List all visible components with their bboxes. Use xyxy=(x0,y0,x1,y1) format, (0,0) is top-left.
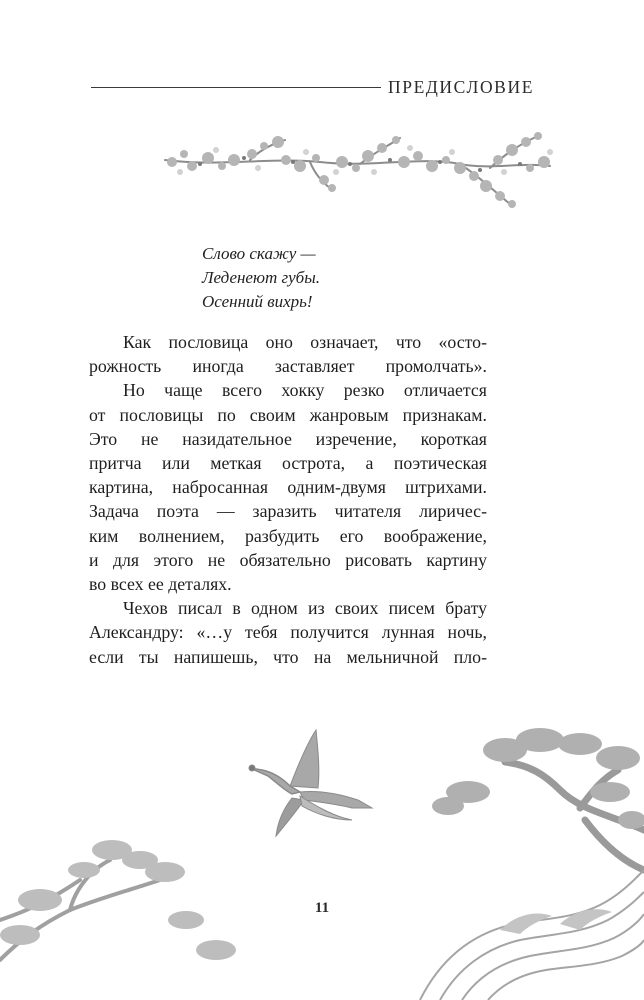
text-line: Задача поэта — заразить читателя лиричес- xyxy=(89,501,487,522)
text-line: во всех ее деталях. xyxy=(89,574,232,595)
text-line: Но чаще всего хокку резко отличается xyxy=(123,380,487,401)
crane-pine-waves-illustration xyxy=(0,720,644,1000)
text-line: и для этого не обязательно рисовать картину xyxy=(89,549,487,570)
running-header: ПРЕДИСЛОВИЕ xyxy=(388,77,534,97)
body-text xyxy=(89,330,487,669)
text-line: рожность иногда заставляет промолчать». xyxy=(89,356,487,377)
page-number: 11 xyxy=(314,900,330,916)
text-line: если ты напишешь, что на мельничной пло- xyxy=(89,646,487,667)
poem-line: Осенний вихрь! xyxy=(202,292,313,311)
blossom-branch-illustration xyxy=(160,122,560,217)
text-line: от пословицы по своим жанровым признакам. xyxy=(89,404,487,425)
text-line: притча или меткая острота, а поэтическая xyxy=(89,453,487,474)
text-line: Александру: «…у тебя получится лунная ночь, xyxy=(89,622,487,643)
text-line: Как пословица оно означает, что «осто- xyxy=(123,332,487,352)
poem-line: Слово скажу — xyxy=(202,244,316,263)
haiku-poem xyxy=(202,242,320,314)
text-line: Это не назидательное изречение, короткая xyxy=(89,428,487,449)
poem-line: Леденеют губы. xyxy=(202,268,320,287)
text-line: ким волнением, разбудить его воображение, xyxy=(89,525,487,546)
crane-icon xyxy=(249,730,372,836)
header-rule xyxy=(91,87,381,88)
text-line: Чехов писал в одном из своих писем брату xyxy=(123,598,487,619)
text-line: картина, набросанная одним-двумя штрихами. xyxy=(89,477,487,498)
